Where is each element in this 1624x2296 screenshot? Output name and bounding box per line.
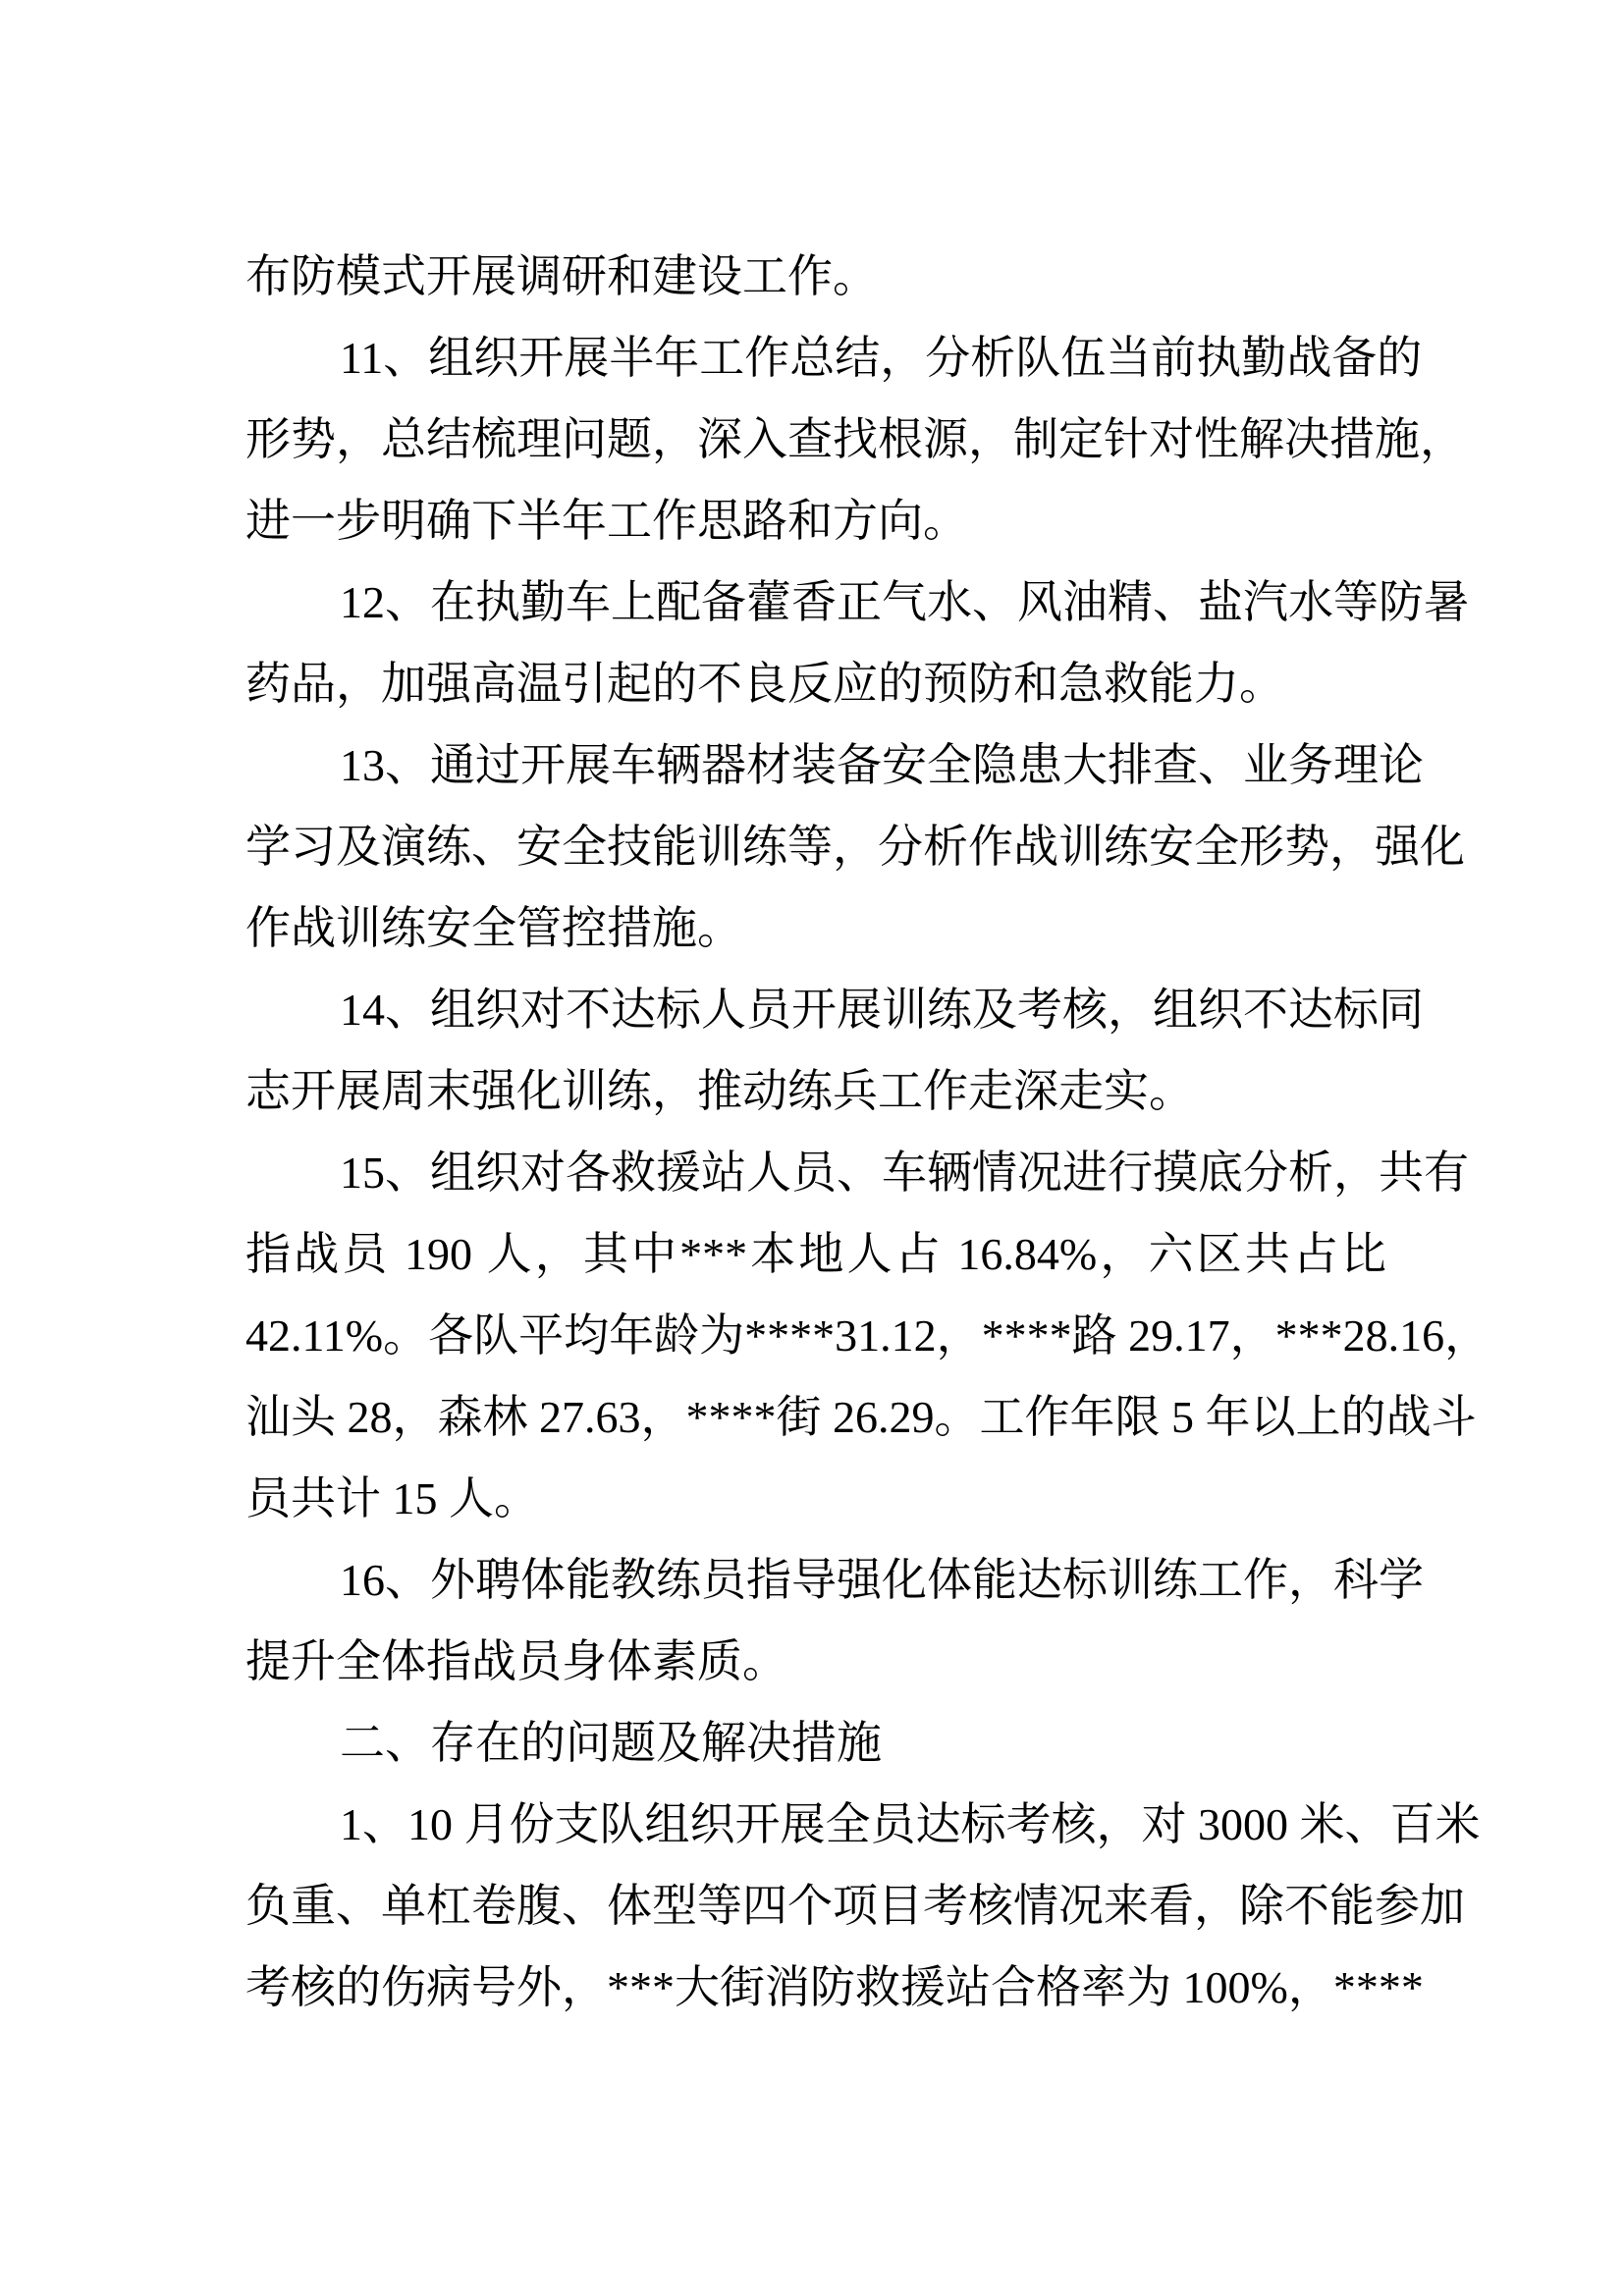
text-line: 42.11%。各队平均年龄为****31.12，****路 29.17，***28.16， [245, 1310, 1490, 1361]
text-line: 药品，加强高温引起的不良反应的预防和急救能力。 [245, 659, 1284, 709]
paragraph [245, 236, 1386, 317]
text-line: 考核的伤病号外，***大街消防救援站合格率为 100%，**** [245, 1962, 1424, 2012]
document-page [245, 236, 1490, 2028]
text-line: 14、组织对不达标人员开展训练及考核，组织不达标同 [340, 985, 1424, 1035]
paragraph [245, 1539, 1424, 1702]
text-line: 作战训练安全管控措施。 [245, 903, 742, 953]
paragraph [245, 561, 1469, 724]
text-line: 15、组织对各救援站人员、车辆情况进行摸底分析，共有 [340, 1148, 1469, 1198]
text-line: 员共计 15 人。 [245, 1473, 539, 1523]
paragraph [245, 1784, 1481, 2028]
text-line: 提升全体指战员身体素质。 [245, 1636, 787, 1686]
paragraph [245, 724, 1465, 969]
text-line: 负重、单杠卷腹、体型等四个项目考核情况来看，除不能参加 [245, 1881, 1465, 1931]
paragraph [245, 317, 1465, 561]
paragraph [245, 969, 1424, 1132]
paragraph [245, 1132, 1490, 1539]
text-line: 13、通过开展车辆器材装备安全隐患大排查、业务理论 [340, 740, 1424, 790]
text-line: 16、外聘体能教练员指导强化体能达标训练工作，科学 [340, 1555, 1424, 1605]
text-line: 汕头 28，森林 27.63，****街 26.29。工作年限 5 年以上的战斗 [245, 1392, 1477, 1442]
paragraph [245, 1702, 1386, 1784]
text-line: 志开展周末强化训练，推动练兵工作走深走实。 [245, 1066, 1194, 1116]
text-line: 指战员 190 人，其中***本地人占 16.84%，六区共占比 [245, 1229, 1386, 1279]
text-line: 11、组织开展半年工作总结，分析队伍当前执勤战备的 [340, 333, 1423, 383]
text-line: 学习及演练、安全技能训练等，分析作战训练安全形势，强化 [245, 822, 1465, 872]
text-line: 进一步明确下半年工作思路和方向。 [245, 496, 968, 546]
text-line: 形势，总结梳理问题，深入查找根源，制定针对性解决措施， [245, 414, 1465, 464]
text-line: 12、在执勤车上配备藿香正气水、风油精、盐汽水等防暑 [340, 577, 1469, 627]
text-line: 二、存在的问题及解决措施 [340, 1718, 882, 1768]
text-line: 布防模式开展调研和建设工作。 [245, 251, 878, 301]
text-line: 1、10 月份支队组织开展全员达标考核，对 3000 米、百米 [340, 1799, 1481, 1849]
